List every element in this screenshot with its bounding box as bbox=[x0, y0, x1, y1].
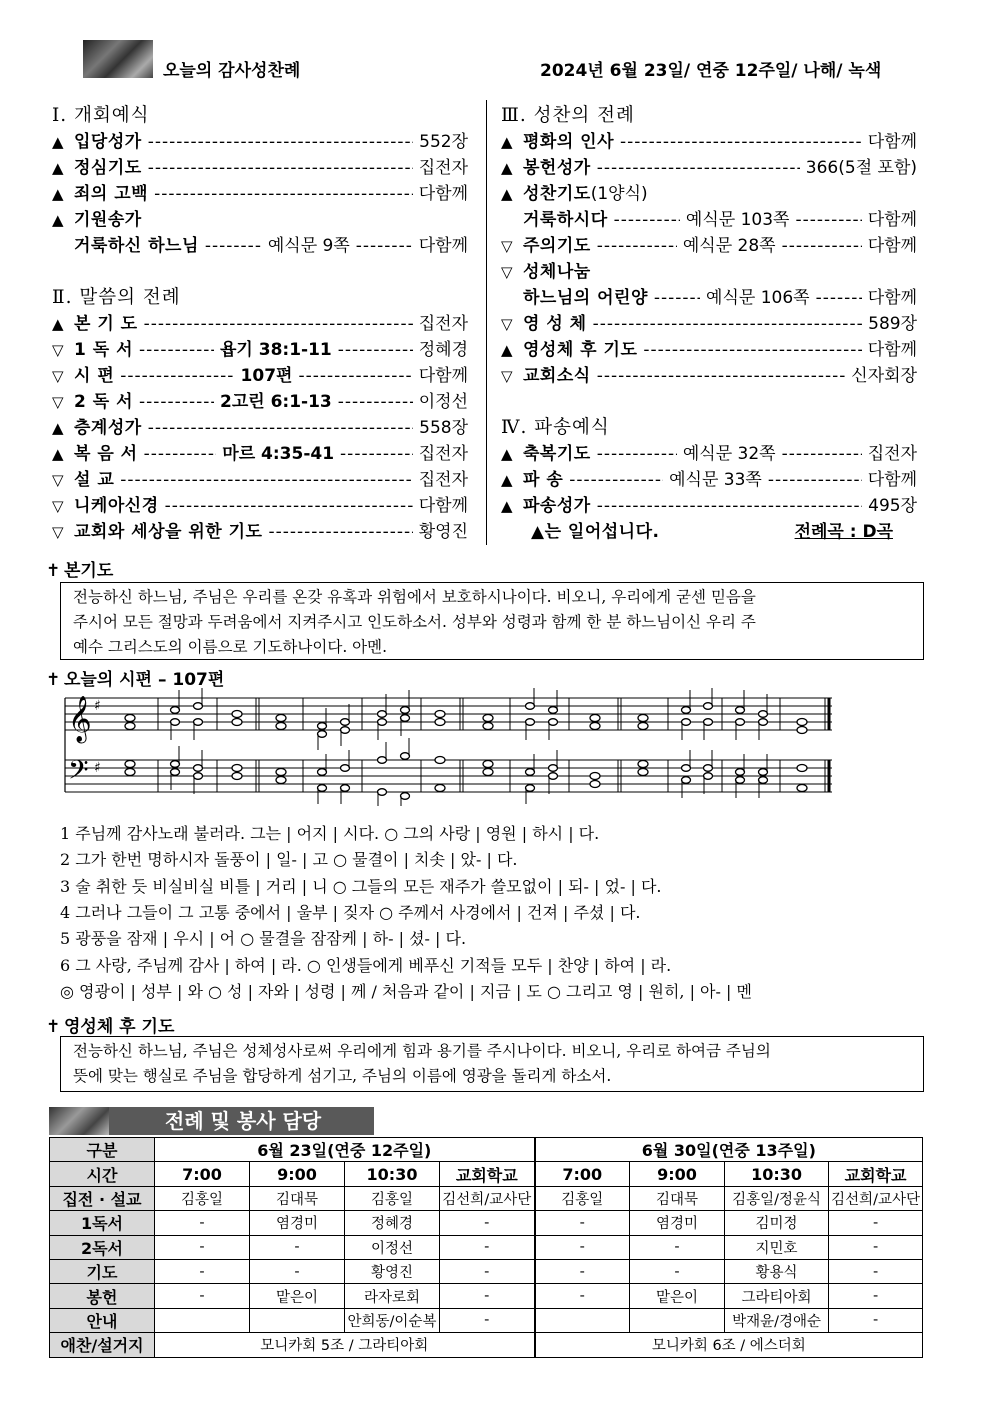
dot-leader bbox=[144, 311, 413, 337]
order-item-value: 다함께 bbox=[867, 132, 917, 152]
postcommunion-text-box bbox=[60, 1036, 924, 1092]
table-cell: - bbox=[829, 1211, 923, 1235]
order-item-reference: 예식문 32쪽 bbox=[682, 444, 776, 464]
order-item-value: 495장 bbox=[868, 496, 917, 516]
table-cell: - bbox=[630, 1259, 725, 1283]
order-item-value: 다함께 bbox=[418, 496, 468, 516]
column-divider bbox=[486, 100, 487, 545]
dot-leader bbox=[782, 233, 862, 259]
order-item bbox=[501, 311, 917, 337]
stand-triangle-icon: ▲ bbox=[52, 133, 64, 151]
collect-heading: ✝ 본기도 bbox=[46, 561, 114, 581]
order-item-name: 하느님의 어린양 bbox=[523, 288, 648, 308]
corner-label: 구분 bbox=[50, 1138, 155, 1162]
table-cell: - bbox=[155, 1284, 250, 1308]
postcommunion-line: 전능하신 하느님, 주님은 성체성사로써 우리에게 힘과 용기를 주시나이다. 비오니, 우리로 하여금 주님의 bbox=[73, 1042, 771, 1060]
order-item-value: 신자회장 bbox=[851, 366, 917, 386]
section-heading-dismissal: Ⅳ. 파송예식 bbox=[501, 417, 610, 438]
collect-text-box bbox=[60, 582, 924, 660]
table-cell: 김홍일 bbox=[155, 1186, 250, 1210]
order-item-value: 다함께 bbox=[867, 236, 917, 256]
order-item-reference: 마르 4:35-41 bbox=[222, 444, 335, 464]
order-item-value: 집전자 bbox=[418, 314, 468, 334]
order-item-value: 558장 bbox=[419, 418, 468, 438]
dot-leader bbox=[643, 337, 861, 363]
order-item-value: 다함께 bbox=[418, 236, 469, 256]
week-header: 6월 23일(연중 12주일) bbox=[155, 1138, 535, 1162]
dot-leader bbox=[654, 285, 700, 311]
table-cell: - bbox=[535, 1284, 630, 1308]
order-item-reference: 107편 bbox=[240, 366, 293, 386]
table-cell: 김홍일 bbox=[345, 1186, 440, 1210]
table-cell: 염경미 bbox=[250, 1211, 345, 1235]
section-heading-opening: Ⅰ. 개회예식 bbox=[52, 105, 150, 126]
table-cell bbox=[630, 1308, 725, 1332]
order-item-value: 집전자 bbox=[418, 470, 468, 490]
order-item-name: 니케아신경 bbox=[74, 496, 159, 516]
order-item-name: 교회와 세상을 위한 기도 bbox=[74, 522, 263, 542]
table-cell: - bbox=[440, 1308, 535, 1332]
time-label: 시간 bbox=[50, 1162, 155, 1186]
order-item bbox=[52, 519, 468, 545]
table-cell: 모니카회 5조 / 그라티아회 bbox=[155, 1333, 535, 1357]
table-cell: - bbox=[535, 1235, 630, 1259]
dot-leader bbox=[148, 155, 413, 181]
collect-line: 전능하신 하느님, 주님은 우리를 온갖 유혹과 위험에서 보호하시나이다. 비오니, 우리에게 굳센 믿음을 bbox=[73, 588, 756, 606]
psalm-verse: 1 주님께 감사노래 불러라. 그는 | 어지 | 시다. ○ 그의 사랑 | 영원 | 하시 | 다. bbox=[60, 824, 600, 843]
order-item-name: 설 교 bbox=[74, 470, 115, 490]
order-right-column bbox=[501, 103, 917, 545]
order-item-value: 황영진 bbox=[418, 522, 468, 542]
week-header: 6월 30일(연중 13주일) bbox=[535, 1138, 923, 1162]
table-cell: 맡은이 bbox=[250, 1284, 345, 1308]
order-item bbox=[501, 155, 917, 181]
order-item bbox=[52, 233, 468, 259]
table-cell: - bbox=[250, 1259, 345, 1283]
postcommunion-heading: ✝ 영성체 후 기도 bbox=[46, 1017, 175, 1037]
order-item bbox=[501, 233, 917, 259]
dot-leader bbox=[139, 389, 214, 415]
treble-clef-icon: 𝄞 bbox=[68, 696, 92, 742]
table-cell: - bbox=[440, 1235, 535, 1259]
order-item-value: 집전자 bbox=[418, 158, 468, 178]
table-cell: - bbox=[155, 1211, 250, 1235]
sit-triangle-icon: ▽ bbox=[52, 393, 64, 411]
opening-items bbox=[52, 129, 468, 259]
cross-icon: ✝ bbox=[46, 561, 61, 581]
time-header: 교회학교 bbox=[829, 1162, 923, 1186]
stand-triangle-icon: ▲ bbox=[501, 445, 513, 463]
table-cell: 그라티아회 bbox=[725, 1284, 829, 1308]
stand-triangle-icon: ▲ bbox=[52, 445, 64, 463]
order-item bbox=[501, 207, 917, 233]
table-row bbox=[50, 1211, 923, 1235]
sit-triangle-icon: ▽ bbox=[501, 237, 513, 255]
table-cell: - bbox=[535, 1259, 630, 1283]
order-item bbox=[52, 337, 468, 363]
row-label: 2독서 bbox=[50, 1235, 155, 1259]
order-item-name: 성체나눔 bbox=[523, 262, 591, 282]
table-cell: 정혜경 bbox=[345, 1211, 440, 1235]
table-cell: 박재윤/경애순 bbox=[725, 1308, 829, 1332]
dot-leader bbox=[620, 129, 862, 155]
sit-triangle-icon: ▽ bbox=[501, 315, 513, 333]
stand-triangle-icon: ▲ bbox=[501, 159, 513, 177]
dot-leader bbox=[298, 363, 412, 389]
dot-leader bbox=[165, 493, 413, 519]
order-item-value: 집전자 bbox=[867, 444, 917, 464]
order-item-reference: 예식문 106쪽 bbox=[706, 288, 810, 308]
order-item bbox=[501, 285, 917, 311]
sit-triangle-icon: ▽ bbox=[52, 523, 64, 541]
treble-staff bbox=[65, 698, 832, 730]
bulletin-title: 오늘의 감사성찬례 bbox=[163, 61, 301, 81]
postcommunion-line: 뜻에 맞는 행실로 주님을 합당하게 섬기고, 주님의 이름에 영광을 돌리게 하소서. bbox=[73, 1067, 612, 1085]
order-item-value: 이정선 bbox=[418, 392, 468, 412]
order-item-name: 거룩하시다 bbox=[523, 210, 608, 230]
order-item-value: 552장 bbox=[419, 132, 468, 152]
table-cell: 맡은이 bbox=[630, 1284, 725, 1308]
order-item bbox=[501, 467, 917, 493]
table-cell: - bbox=[155, 1235, 250, 1259]
dot-leader bbox=[154, 181, 413, 207]
word-items bbox=[52, 311, 468, 545]
order-item bbox=[52, 467, 468, 493]
table-cell: 라자로회 bbox=[345, 1284, 440, 1308]
dot-leader bbox=[148, 129, 413, 155]
time-header: 9:00 bbox=[250, 1162, 345, 1186]
order-item bbox=[52, 493, 468, 519]
order-item-name: 입당성가 bbox=[74, 132, 142, 152]
table-row bbox=[50, 1259, 923, 1283]
duty-rows bbox=[50, 1186, 923, 1332]
order-item bbox=[501, 129, 917, 155]
table-row bbox=[50, 1235, 923, 1259]
order-item-value: 다함께 bbox=[867, 288, 918, 308]
dot-leader bbox=[268, 519, 412, 545]
table-cell bbox=[535, 1308, 630, 1332]
order-item bbox=[501, 441, 917, 467]
time-header: 10:30 bbox=[725, 1162, 829, 1186]
cross-icon: ✝ bbox=[46, 1017, 61, 1037]
time-header: 10:30 bbox=[345, 1162, 440, 1186]
sit-triangle-icon: ▽ bbox=[501, 263, 513, 281]
dot-leader bbox=[338, 337, 413, 363]
row-label: 안내 bbox=[50, 1308, 155, 1332]
stand-triangle-icon: ▲ bbox=[501, 133, 513, 151]
stand-triangle-icon: ▲ bbox=[52, 211, 64, 229]
psalm-verse: 2 그가 한번 명하시자 돌풍이 | 일- | 고 ○ 물결이 | 치솟 | 았- | 다. bbox=[60, 850, 518, 870]
order-item-name: 파송성가 bbox=[523, 496, 591, 516]
order-item-name: 시 편 bbox=[74, 366, 115, 386]
table-cell: 모니카회 6조 / 에스더회 bbox=[535, 1333, 923, 1357]
time-header: 9:00 bbox=[630, 1162, 725, 1186]
table-cell: 김홍일 bbox=[535, 1186, 630, 1210]
order-item bbox=[501, 337, 917, 363]
table-cell: 김대묵 bbox=[250, 1186, 345, 1210]
order-item-name: 봉헌성가 bbox=[523, 158, 591, 178]
order-item-value: 다함께 bbox=[418, 366, 468, 386]
dot-leader bbox=[597, 493, 862, 519]
order-item bbox=[52, 129, 468, 155]
duty-roster-table bbox=[49, 1137, 923, 1358]
header-photo bbox=[83, 40, 153, 78]
eucharist-items bbox=[501, 129, 917, 389]
order-item-name: 기원송가 bbox=[74, 210, 142, 230]
order-item-name: 영성체 후 기도 bbox=[523, 340, 638, 360]
dismissal-items bbox=[501, 441, 917, 519]
table-cell: 김홍일/정윤식 bbox=[725, 1186, 829, 1210]
stand-note: ▲는 일어섭니다. bbox=[531, 522, 660, 542]
dot-leader bbox=[614, 207, 680, 233]
sit-triangle-icon: ▽ bbox=[52, 471, 64, 489]
psalm-verse: 6 그 사랑, 주님께 감사 | 하여 | 라. ○ 인생들에게 베푸신 기적들 모두 | 찬양 | 하여 | 라. bbox=[60, 955, 672, 975]
table-cell: - bbox=[829, 1259, 923, 1283]
table-cell: 안희동/이순복 bbox=[345, 1308, 440, 1332]
dot-leader bbox=[144, 441, 217, 467]
psalm-verse: 3 술 취한 듯 비실비실 비틀 | 거리 | 니 ○ 그들의 모든 재주가 쓸모없이 | 되- | 었- | 다. bbox=[60, 876, 662, 896]
dot-leader bbox=[597, 363, 846, 389]
order-item bbox=[52, 181, 468, 207]
order-item-name: 주의기도 bbox=[523, 236, 591, 256]
table-cell: - bbox=[829, 1308, 923, 1332]
order-left-column bbox=[52, 103, 468, 545]
order-item bbox=[52, 363, 468, 389]
order-item-name: 교회소식 bbox=[523, 366, 591, 386]
order-item-name: 거룩하신 하느님 bbox=[74, 236, 199, 256]
stand-triangle-icon: ▲ bbox=[501, 497, 513, 515]
sit-triangle-icon: ▽ bbox=[52, 497, 64, 515]
stand-triangle-icon: ▲ bbox=[501, 471, 513, 489]
table-cell: - bbox=[155, 1259, 250, 1283]
order-item bbox=[52, 415, 468, 441]
sit-triangle-icon: ▽ bbox=[52, 341, 64, 359]
order-item-name: 복 음 서 bbox=[74, 444, 138, 464]
sit-triangle-icon: ▽ bbox=[52, 367, 64, 385]
order-item-name: 축복기도 bbox=[523, 444, 591, 464]
psalm-chant-score bbox=[60, 688, 840, 808]
order-item bbox=[52, 155, 468, 181]
dot-leader bbox=[782, 441, 862, 467]
order-item-value: 집전자 bbox=[418, 444, 468, 464]
banner-photo bbox=[49, 1107, 109, 1135]
dot-leader bbox=[768, 467, 862, 493]
psalm-verse: 4 그러나 그들이 그 고통 중에서 | 울부 | 짖자 ○ 주께서 사경에서 | 건져 | 주셨 | 다. bbox=[60, 902, 641, 922]
table-cell: - bbox=[829, 1284, 923, 1308]
order-item bbox=[501, 259, 917, 285]
table-cell: 염경미 bbox=[630, 1211, 725, 1235]
table-cell: 황영진 bbox=[345, 1259, 440, 1283]
section-heading-eucharist: Ⅲ. 성찬의 전례 bbox=[501, 105, 635, 126]
order-item-reference: 예식문 28쪽 bbox=[682, 236, 776, 256]
sharp-icon: ♯ bbox=[94, 760, 101, 776]
dot-leader bbox=[795, 207, 861, 233]
order-item bbox=[501, 493, 917, 519]
time-header: 교회학교 bbox=[440, 1162, 535, 1186]
dot-leader bbox=[139, 337, 214, 363]
table-cell: - bbox=[630, 1235, 725, 1259]
time-header-row bbox=[50, 1162, 923, 1186]
dot-leader bbox=[120, 363, 234, 389]
dot-leader bbox=[569, 467, 663, 493]
collect-line: 주시어 모든 절망과 두려움에서 지켜주시고 인도하소서. 성부와 성령과 함께 한 분 하느님이신 우리 주 bbox=[73, 613, 756, 631]
liturgy-setting: 전례곡 : D곡 bbox=[794, 522, 893, 542]
order-item-name: 본 기 도 bbox=[74, 314, 138, 334]
stand-triangle-icon: ▲ bbox=[52, 159, 64, 177]
order-item-reference: 예식문 9쪽 bbox=[267, 236, 350, 256]
time-header: 7:00 bbox=[155, 1162, 250, 1186]
order-item-name: 평화의 인사 bbox=[523, 132, 615, 152]
cross-icon: ✝ bbox=[46, 670, 61, 690]
stand-triangle-icon: ▲ bbox=[501, 341, 513, 359]
order-item bbox=[52, 207, 468, 233]
order-item-reference: 2고린 6:1-13 bbox=[219, 392, 332, 412]
row-label: 집전 · 설교 bbox=[50, 1186, 155, 1210]
dot-leader bbox=[816, 285, 862, 311]
dot-leader bbox=[205, 233, 262, 259]
psalm-verse: ◎ 영광이 | 성부 | 와 ○ 성 | 자와 | 성령 | 께 / 처음과 같이 | 지금 | 도 ○ 그리고 영 | 원히, | 아- | 멘 bbox=[60, 981, 752, 1001]
collect-line: 예수 그리스도의 이름으로 기도하나이다. 아멘. bbox=[73, 638, 388, 656]
order-item-value: 366(5절 포함) bbox=[805, 158, 917, 178]
row-label: 기도 bbox=[50, 1259, 155, 1283]
time-header: 7:00 bbox=[535, 1162, 630, 1186]
section-heading-word: Ⅱ. 말씀의 전례 bbox=[52, 287, 181, 308]
order-item-value: 다함께 bbox=[867, 340, 917, 360]
table-cell: - bbox=[440, 1211, 535, 1235]
table-cell bbox=[155, 1308, 250, 1332]
order-item-name: 층계성가 bbox=[74, 418, 142, 438]
order-item-name: 성찬기도 bbox=[523, 184, 591, 204]
table-cell bbox=[250, 1308, 345, 1332]
dot-leader bbox=[593, 311, 863, 337]
dot-leader bbox=[148, 415, 413, 441]
chant-notes bbox=[125, 703, 807, 800]
table-row bbox=[50, 1284, 923, 1308]
table-cell: 지민호 bbox=[725, 1235, 829, 1259]
psalm-verse: 5 광풍을 잠재 | 우시 | 어 ○ 물결을 잠잠케 | 하- | 셨- | 다. bbox=[60, 929, 467, 949]
table-cell: - bbox=[440, 1284, 535, 1308]
order-item-name: 2 독 서 bbox=[74, 392, 134, 412]
dot-leader bbox=[597, 233, 677, 259]
dot-leader bbox=[356, 233, 413, 259]
barlines bbox=[158, 698, 829, 792]
order-item-name: 영 성 체 bbox=[523, 314, 587, 334]
stand-triangle-icon: ▲ bbox=[52, 419, 64, 437]
sit-triangle-icon: ▽ bbox=[501, 367, 513, 385]
order-item-name: 파 송 bbox=[523, 470, 564, 490]
table-cell: 황용식 bbox=[725, 1259, 829, 1283]
row-label: 봉헌 bbox=[50, 1284, 155, 1308]
table-row bbox=[50, 1333, 923, 1357]
order-item-reference: 욥기 38:1-11 bbox=[219, 340, 332, 360]
table-cell: 김선희/교사단 bbox=[829, 1186, 923, 1210]
dot-leader bbox=[340, 441, 413, 467]
table-cell: 이정선 bbox=[345, 1235, 440, 1259]
order-item bbox=[52, 311, 468, 337]
order-item-value: 다함께 bbox=[867, 470, 917, 490]
table-cell: 김선희/교사단 bbox=[440, 1186, 535, 1210]
order-item-note: (1양식) bbox=[590, 184, 648, 204]
service-date: 2024년 6월 23일/ 연중 12주일/ 나해/ 녹색 bbox=[540, 61, 882, 81]
order-item-name: 죄의 고백 bbox=[74, 184, 149, 204]
stand-triangle-icon: ▲ bbox=[501, 185, 513, 203]
table-cell: 김미정 bbox=[725, 1211, 829, 1235]
table-cell: - bbox=[250, 1235, 345, 1259]
order-item-value: 다함께 bbox=[867, 210, 918, 230]
stand-triangle-icon: ▲ bbox=[52, 185, 64, 203]
row-label: 애찬/설거지 bbox=[50, 1333, 155, 1357]
row-label: 1독서 bbox=[50, 1211, 155, 1235]
stand-triangle-icon: ▲ bbox=[52, 315, 64, 333]
dot-leader bbox=[597, 155, 800, 181]
order-item bbox=[52, 389, 468, 415]
dot-leader bbox=[120, 467, 412, 493]
table-cell: - bbox=[829, 1235, 923, 1259]
table-cell: - bbox=[535, 1211, 630, 1235]
order-item-name: 1 독 서 bbox=[74, 340, 134, 360]
order-item bbox=[52, 441, 468, 467]
table-cell: - bbox=[440, 1259, 535, 1283]
order-item bbox=[501, 181, 917, 207]
week-header-row bbox=[50, 1138, 923, 1162]
dot-leader bbox=[597, 441, 677, 467]
table-row bbox=[50, 1308, 923, 1332]
bass-clef-icon: 𝄢 bbox=[68, 754, 89, 792]
order-item-reference: 예식문 103쪽 bbox=[685, 210, 790, 230]
order-item-value: 589장 bbox=[868, 314, 917, 334]
table-row bbox=[50, 1186, 923, 1210]
stand-note-row bbox=[501, 519, 917, 545]
order-item-reference: 예식문 33쪽 bbox=[669, 470, 762, 490]
dot-leader bbox=[338, 389, 413, 415]
order-item-name: 정심기도 bbox=[74, 158, 142, 178]
psalm-heading: ✝ 오늘의 시편 – 107편 bbox=[46, 670, 225, 690]
order-item bbox=[501, 363, 917, 389]
order-item-value: 정혜경 bbox=[418, 340, 468, 360]
order-item-value: 다함께 bbox=[418, 184, 468, 204]
sharp-icon: ♯ bbox=[94, 698, 101, 714]
duty-banner: 전례 및 봉사 담당 bbox=[109, 1107, 374, 1135]
table-cell: 김대묵 bbox=[630, 1186, 725, 1210]
